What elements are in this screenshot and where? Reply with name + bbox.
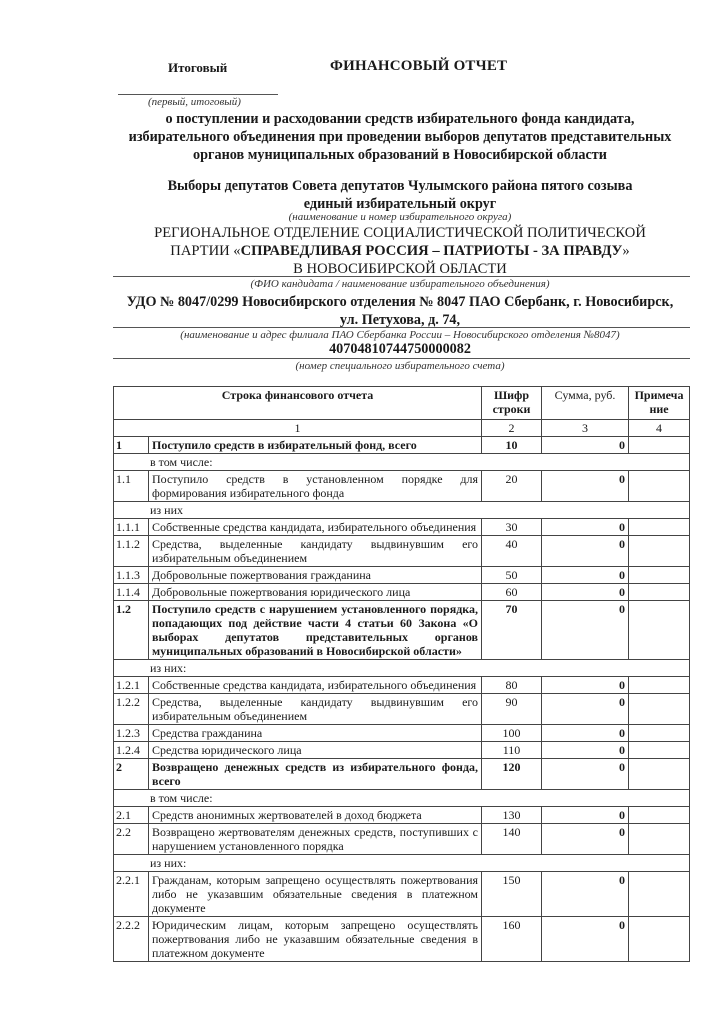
table-row bbox=[114, 677, 690, 694]
table-subheading-row bbox=[114, 502, 690, 519]
row-sum: 0 bbox=[542, 584, 629, 601]
row-note bbox=[629, 807, 690, 824]
table-header-row bbox=[114, 387, 690, 420]
row-sum: 0 bbox=[542, 677, 629, 694]
column-index: 1 bbox=[114, 420, 482, 437]
party-line-prefix: ПАРТИИ « bbox=[170, 243, 241, 259]
table-subheading-row bbox=[114, 790, 690, 807]
row-sum: 0 bbox=[542, 807, 629, 824]
row-sum: 0 bbox=[542, 437, 629, 454]
row-sum: 0 bbox=[542, 742, 629, 759]
row-name: Средства гражданина bbox=[149, 725, 482, 742]
row-number: 1.2 bbox=[114, 601, 149, 660]
table-row bbox=[114, 601, 690, 660]
row-name: Средств анонимных жертвователей в доход бюджета bbox=[149, 807, 482, 824]
row-note bbox=[629, 567, 690, 584]
row-note bbox=[629, 677, 690, 694]
row-sum: 0 bbox=[542, 519, 629, 536]
subheading-text: в том числе: bbox=[114, 454, 690, 471]
row-number: 1.1.2 bbox=[114, 536, 149, 567]
row-code: 160 bbox=[482, 917, 542, 962]
table-row bbox=[114, 917, 690, 962]
party-underline bbox=[113, 276, 690, 277]
row-code: 100 bbox=[482, 725, 542, 742]
row-note bbox=[629, 536, 690, 567]
row-name: Собственные средства кандидата, избирательного объединения bbox=[149, 519, 482, 536]
row-name: Возвращено жертвователям денежных средств, поступивших с нарушением установленного порядка bbox=[149, 824, 482, 855]
column-header-sum: Сумма, руб. bbox=[542, 387, 629, 420]
row-code: 60 bbox=[482, 584, 542, 601]
column-header-code: Шифр строки bbox=[482, 387, 542, 420]
table-row bbox=[114, 807, 690, 824]
bank-line: ул. Петухова, д. 74, bbox=[339, 312, 461, 328]
election-line: Выборы депутатов Совета депутатов Чулымского района пятого созыва bbox=[167, 178, 633, 194]
row-code: 30 bbox=[482, 519, 542, 536]
party-line bbox=[100, 242, 700, 260]
subheading-text: из них bbox=[114, 502, 690, 519]
document-title: ФИНАНСОВЫЙ ОТЧЕТ bbox=[330, 58, 508, 74]
district-caption: (наименование и номер избирательного округа) bbox=[288, 211, 512, 223]
report-type-underline bbox=[118, 94, 278, 95]
row-note bbox=[629, 872, 690, 917]
party-name bbox=[100, 224, 700, 278]
row-number: 1.2.2 bbox=[114, 694, 149, 725]
row-number: 2.2 bbox=[114, 824, 149, 855]
row-number: 1.2.4 bbox=[114, 742, 149, 759]
subtitle-line: о поступлении и расходовании средств избирательного фонда кандидата, bbox=[165, 111, 635, 127]
row-code: 150 bbox=[482, 872, 542, 917]
row-sum: 0 bbox=[542, 759, 629, 790]
table-row bbox=[114, 471, 690, 502]
row-name: Средства, выделенные кандидату выдвинувшим его избирательным объединением bbox=[149, 694, 482, 725]
row-number: 1.2.1 bbox=[114, 677, 149, 694]
row-name: Поступило средств с нарушением установленного порядка, попадающих под действие части 4 статьи 60 Закона «О выборах депутатов представительных органов муниципальных образований в Новосибирской области» bbox=[149, 601, 482, 660]
bank-line: УДО № 8047/0299 Новосибирского отделения № 8047 ПАО Сбербанк, г. Новосибирск, bbox=[126, 294, 674, 310]
table-body bbox=[114, 437, 690, 962]
column-header-note: Примечание bbox=[629, 387, 690, 420]
row-code: 140 bbox=[482, 824, 542, 855]
row-name: Юридическим лицам, которым запрещено осуществлять пожертвования либо не указавшим обязательные сведения в платежном документе bbox=[149, 917, 482, 962]
row-number: 1.1.3 bbox=[114, 567, 149, 584]
row-note bbox=[629, 725, 690, 742]
column-index: 3 bbox=[542, 420, 629, 437]
row-sum: 0 bbox=[542, 824, 629, 855]
financial-report-table bbox=[113, 386, 690, 962]
row-code: 70 bbox=[482, 601, 542, 660]
report-type-value: Итоговый bbox=[168, 60, 228, 75]
table-row bbox=[114, 742, 690, 759]
row-number: 2.2.2 bbox=[114, 917, 149, 962]
account-underline bbox=[113, 358, 690, 359]
subheading-text: из них: bbox=[114, 660, 690, 677]
table-index-row bbox=[114, 420, 690, 437]
row-note bbox=[629, 917, 690, 962]
table-row bbox=[114, 567, 690, 584]
row-note bbox=[629, 584, 690, 601]
row-sum: 0 bbox=[542, 601, 629, 660]
row-code: 40 bbox=[482, 536, 542, 567]
table-row bbox=[114, 584, 690, 601]
account-number: 40704810744750000082 bbox=[329, 341, 471, 357]
bank-branch bbox=[100, 293, 700, 329]
subtitle-line: избирательного объединения при проведении выборов депутатов представительных bbox=[128, 129, 672, 145]
row-code: 10 bbox=[482, 437, 542, 454]
table-row bbox=[114, 694, 690, 725]
row-name: Возвращено денежных средств из избирательного фонда, всего bbox=[149, 759, 482, 790]
row-number: 1.2.3 bbox=[114, 725, 149, 742]
row-code: 110 bbox=[482, 742, 542, 759]
row-note bbox=[629, 759, 690, 790]
party-caption: (ФИО кандидата / наименование избирательного объединения) bbox=[250, 278, 550, 290]
row-code: 50 bbox=[482, 567, 542, 584]
table-subheading-row bbox=[114, 855, 690, 872]
table-row bbox=[114, 437, 690, 454]
table-row bbox=[114, 824, 690, 855]
row-sum: 0 bbox=[542, 536, 629, 567]
table-row bbox=[114, 872, 690, 917]
row-name: Гражданам, которым запрещено осуществлять пожертвования либо не указавшим обязательные сведения в платежном документе bbox=[149, 872, 482, 917]
subheading-text: из них: bbox=[114, 855, 690, 872]
row-sum: 0 bbox=[542, 917, 629, 962]
row-sum: 0 bbox=[542, 567, 629, 584]
row-name: Поступило средств в установленном порядке для формирования избирательного фонда bbox=[149, 471, 482, 502]
row-sum: 0 bbox=[542, 471, 629, 502]
row-sum: 0 bbox=[542, 725, 629, 742]
table-row bbox=[114, 759, 690, 790]
row-number: 2.1 bbox=[114, 807, 149, 824]
row-code: 130 bbox=[482, 807, 542, 824]
table-row bbox=[114, 725, 690, 742]
row-name: Добровольные пожертвования гражданина bbox=[149, 567, 482, 584]
table-row bbox=[114, 519, 690, 536]
row-sum: 0 bbox=[542, 872, 629, 917]
row-number: 1.1.1 bbox=[114, 519, 149, 536]
row-name: Добровольные пожертвования юридического лица bbox=[149, 584, 482, 601]
row-note bbox=[629, 437, 690, 454]
row-code: 120 bbox=[482, 759, 542, 790]
row-note bbox=[629, 601, 690, 660]
row-name: Поступило средств в избирательный фонд, всего bbox=[149, 437, 482, 454]
row-name: Средства юридического лица bbox=[149, 742, 482, 759]
report-type-caption: (первый, итоговый) bbox=[148, 96, 241, 108]
party-line: РЕГИОНАЛЬНОЕ ОТДЕЛЕНИЕ СОЦИАЛИСТИЧЕСКОЙ ПОЛИТИЧЕСКОЙ bbox=[154, 225, 646, 241]
election-name bbox=[100, 177, 700, 213]
row-number: 1 bbox=[114, 437, 149, 454]
election-line: единый избирательный округ bbox=[303, 196, 497, 212]
party-brand: СПРАВЕДЛИВАЯ РОССИЯ – ПАТРИОТЫ - ЗА ПРАВДУ bbox=[240, 243, 623, 259]
subtitle-line: органов муниципальных образований в Новосибирской области bbox=[193, 147, 607, 163]
row-code: 80 bbox=[482, 677, 542, 694]
table-subheading-row bbox=[114, 660, 690, 677]
row-number: 2.2.1 bbox=[114, 872, 149, 917]
row-name: Собственные средства кандидата, избирательного объединения bbox=[149, 677, 482, 694]
table-row bbox=[114, 536, 690, 567]
row-code: 90 bbox=[482, 694, 542, 725]
party-line-suffix: » bbox=[622, 243, 630, 259]
party-line: В НОВОСИБИРСКОЙ ОБЛАСТИ bbox=[293, 261, 507, 277]
row-note bbox=[629, 694, 690, 725]
bank-caption: (наименование и адрес филиала ПАО Сбербанка России – Новосибирского отделения №8047) bbox=[180, 329, 620, 341]
row-sum: 0 bbox=[542, 694, 629, 725]
row-number: 2 bbox=[114, 759, 149, 790]
document-subtitle bbox=[100, 110, 700, 164]
row-note bbox=[629, 471, 690, 502]
row-note bbox=[629, 519, 690, 536]
row-number: 1.1.4 bbox=[114, 584, 149, 601]
subheading-text: в том числе: bbox=[114, 790, 690, 807]
row-name: Средства, выделенные кандидату выдвинувшим его избирательным объединением bbox=[149, 536, 482, 567]
column-index: 2 bbox=[482, 420, 542, 437]
bank-underline bbox=[113, 327, 690, 328]
table-subheading-row bbox=[114, 454, 690, 471]
column-index: 4 bbox=[629, 420, 690, 437]
row-code: 20 bbox=[482, 471, 542, 502]
column-header-line: Строка финансового отчета bbox=[114, 387, 482, 420]
row-note bbox=[629, 742, 690, 759]
account-caption: (номер специального избирательного счета) bbox=[295, 360, 505, 372]
row-number: 1.1 bbox=[114, 471, 149, 502]
row-note bbox=[629, 824, 690, 855]
